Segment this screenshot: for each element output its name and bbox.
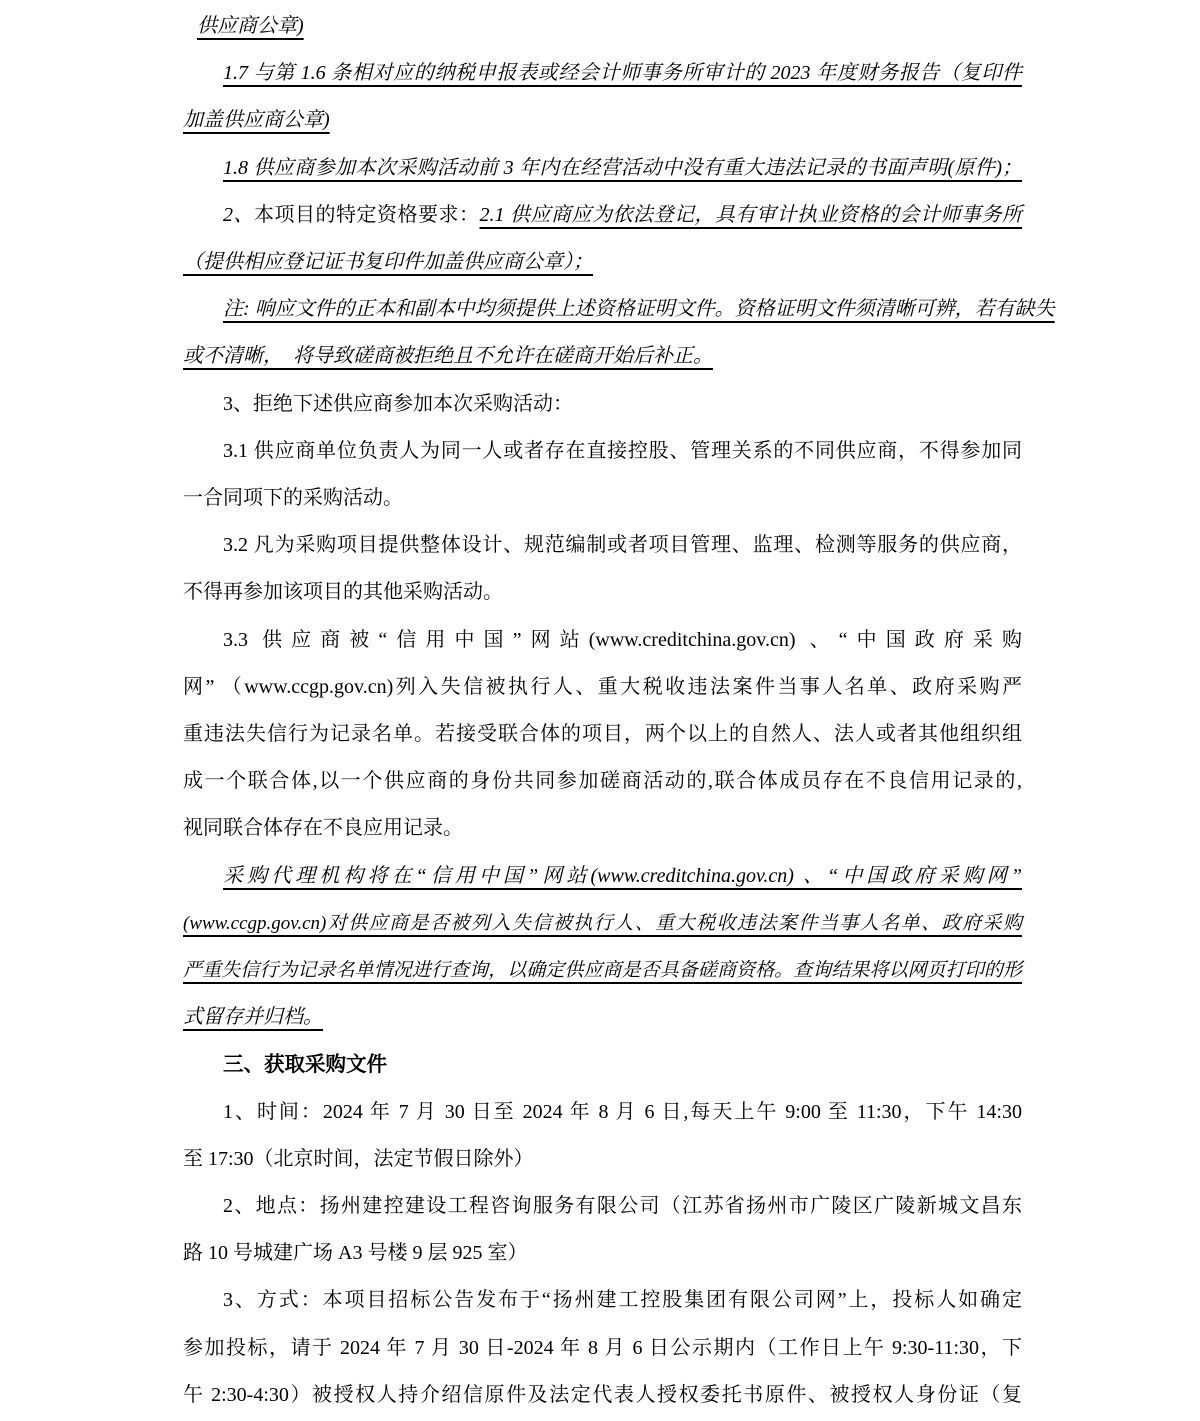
section-heading-obtain-documents: 三、获取采购文件	[223, 1053, 387, 1077]
doc-line-supplier-seal-tail: 供应商公章)	[197, 15, 304, 37]
doc-line-clause-2	[183, 192, 1022, 239]
doc-line-method-cont-1: 参加投标，请于 2024 年 7 月 30 日-2024 年 8 月 6 日公示期内（工作日上午 9:30-11:30，下	[183, 1336, 1022, 1359]
doc-line-agency-credit-check-cont-1: (www.ccgp.gov.cn)对供应商是否被列入失信被执行人、重大税收违法案件当事人名单、政府采购	[183, 912, 1022, 934]
doc-line-agency-credit-check-cont-2: 严重失信行为记录名单情况进行查询，以确定供应商是否具备磋商资格。查询结果将以网页打印的形	[183, 960, 1022, 982]
doc-line-clause-3-3-cont-2: 重违法失信行为记录名单。若接受联合体的项目，两个以上的自然人、法人或者其他组织组	[183, 723, 1022, 746]
doc-line-clause-3-3-cont-3: 成一个联合体,以一个供应商的身份共同参加磋商活动的,联合体成员存在不良信用记录的,	[183, 770, 1022, 793]
clause-2-number: 2、	[223, 203, 254, 226]
doc-line-agency-credit-check: 采购代理机构将在“信用中国”网站(www.creditchina.gov.cn) 、“中国政府采购网”	[223, 864, 1022, 887]
doc-line-clause-3-3-cont-1: 网” （www.ccgp.gov.cn)列入失信被执行人、重大税收违法案件当事人名单、政府采购严	[183, 675, 1022, 698]
clause-2-1-text: 2.1 供应商应为依法登记，具有审计执业资格的会计师事务所	[479, 203, 1022, 226]
doc-line-clause-3-1: 3.1 供应商单位负责人为同一人或者存在直接控股、管理关系的不同供应商，不得参加同	[223, 439, 1022, 462]
doc-line-clause-3-3-tail: 视同联合体存在不良应用记录。	[183, 817, 463, 840]
doc-line-note: 注: 响应文件的正本和副本中均须提供上述资格证明文件。资格证明文件须清晰可辨，若有缺失	[223, 298, 1055, 321]
doc-line-agency-credit-check-tail: 式留存并归档。	[183, 1006, 323, 1029]
doc-line-note-tail: 或不清晰， 将导致磋商被拒绝且不允许在磋商开始后补正。	[183, 345, 713, 368]
doc-line-clause-1-8: 1.8 供应商参加本次采购活动前 3 年内在经营活动中没有重大违法记录的书面声明(原件)；	[223, 156, 1022, 179]
doc-line-clause-1-7: 1.7 与第 1.6 条相对应的纳税申报表或经会计师事务所审计的 2023 年度财务报告（复印件	[223, 62, 1022, 85]
clause-2-label: 本项目的特定资格要求：	[254, 203, 480, 226]
doc-line-clause-3-1-tail: 一合同项下的采购活动。	[183, 487, 403, 510]
doc-line-time: 1、时间：2024 年 7 月 30 日至 2024 年 8 月 6 日,每天上午 9:00 至 11:30，下午 14:30	[223, 1100, 1022, 1123]
doc-line-location: 2、地点：扬州建控建设工程咨询服务有限公司（江苏省扬州市广陵区广陵新城文昌东	[223, 1195, 1022, 1218]
doc-line-clause-2-1-tail: （提供相应登记证书复印件加盖供应商公章）；	[183, 251, 593, 274]
doc-line-clause-3: 3、拒绝下述供应商参加本次采购活动：	[223, 392, 573, 415]
doc-line-time-tail: 至 17:30（北京时间，法定节假日除外）	[183, 1147, 534, 1170]
doc-line-clause-3-3: 3.3 供应商被“信用中国”网站(www.creditchina.gov.cn) 、“中国政府采购	[223, 628, 1022, 651]
doc-line-method: 3、方式：本项目招标公告发布于“扬州建工控股集团有限公司网”上，投标人如确定	[223, 1289, 1022, 1312]
doc-line-clause-1-7-tail: 加盖供应商公章)	[183, 109, 330, 132]
doc-line-clause-3-2-tail: 不得再参加该项目的其他采购活动。	[183, 581, 503, 604]
doc-line-clause-3-2: 3.2 凡为采购项目提供整体设计、规范编制或者项目管理、监理、检测等服务的供应商，	[223, 534, 1022, 557]
doc-line-location-tail: 路 10 号城建广场 A3 号楼 9 层 925 室）	[183, 1242, 528, 1265]
doc-line-method-cont-2: 午 2:30-4:30）被授权人持介绍信原件及法定代表人授权委托书原件、被授权人身份证（复	[183, 1383, 1022, 1406]
